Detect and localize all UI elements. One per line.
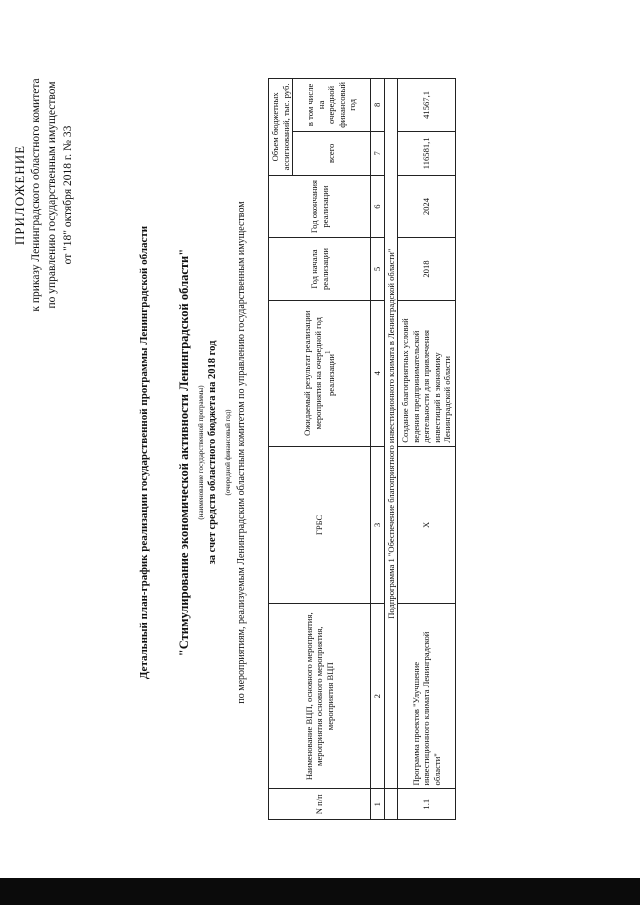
annex-block — [12, 45, 76, 345]
col-number: 1 — [371, 789, 385, 820]
annex-line-1: к приказу Ленинградского областного комитета — [30, 78, 42, 312]
col-number: 8 — [371, 79, 385, 132]
col-number: 3 — [371, 446, 385, 603]
header-year-end: Год окончания реализации — [269, 175, 371, 237]
header-total: всего — [293, 131, 371, 175]
program-caption: (наименование государственной программы) — [197, 385, 205, 520]
col-number: 6 — [371, 175, 385, 237]
header-result-text: Ожидаемый результат реализации мероприятия на очередной год реализации — [302, 310, 337, 436]
row-next-year: 41567,1 — [398, 79, 456, 132]
header-volume: Объем бюджетных ассигнований, тыс. руб. — [269, 79, 293, 176]
row-total: 116581,1 — [398, 131, 456, 175]
annex-line-2: по управлению государственным имуществом — [46, 81, 58, 309]
header-year-start: Год начала реализации — [269, 238, 371, 300]
annex-title: ПРИЛОЖЕНИЕ — [12, 144, 27, 246]
row-result: Создание благоприятных условий ведения предпринимательской деятельности для привлечения инвестиций в экономику Ленинградской области — [398, 300, 456, 446]
header-num: N п/п — [269, 789, 371, 820]
header-result-footnote: 1 — [324, 350, 333, 355]
row-year-start: 2018 — [398, 238, 456, 300]
subprogram-title: Подпрограмма 1 "Обеспечение благоприятного инвестиционного климата в Ленинградской области" — [384, 79, 398, 789]
budget-caption: (очередной финансовый год) — [224, 409, 232, 496]
subprogram-spacer — [384, 789, 398, 820]
budget-line: за счет средств областного бюджета на 2018 год — [207, 340, 218, 565]
header-grbs: ГРБС — [269, 446, 371, 603]
header-next-year: в том числе на очередной финансовый год — [293, 79, 371, 132]
plan-table — [268, 78, 456, 820]
col-number: 7 — [371, 131, 385, 175]
document-title: Детальный план-график реализации государственной программы Ленинградской области — [138, 225, 150, 680]
row-year-end: 2024 — [398, 175, 456, 237]
row-grbs: Х — [398, 446, 456, 603]
col-number: 5 — [371, 238, 385, 300]
row-num: 1.1 — [398, 789, 456, 820]
header-result — [269, 300, 371, 446]
program-name: "Стимулирование экономической активности Ленинградской области" — [177, 248, 191, 657]
header-name: Наименование ВЦП, основного мероприятия, мероприятия основного мероприятия, мероприятия ВЦП — [269, 604, 371, 789]
by-line: по мероприятиям, реализуемым Ленинградским областным комитетом по управлению государственным имуществом — [236, 201, 247, 704]
row-name: Программа проектов "Улучшение инвестиционного климата Ленинградской области" — [398, 604, 456, 789]
scanner-edge-bar — [0, 878, 640, 905]
col-number: 4 — [371, 300, 385, 446]
annex-line-3: от "18" октября 2018 г. № 33 — [62, 125, 74, 265]
col-number: 2 — [371, 604, 385, 789]
